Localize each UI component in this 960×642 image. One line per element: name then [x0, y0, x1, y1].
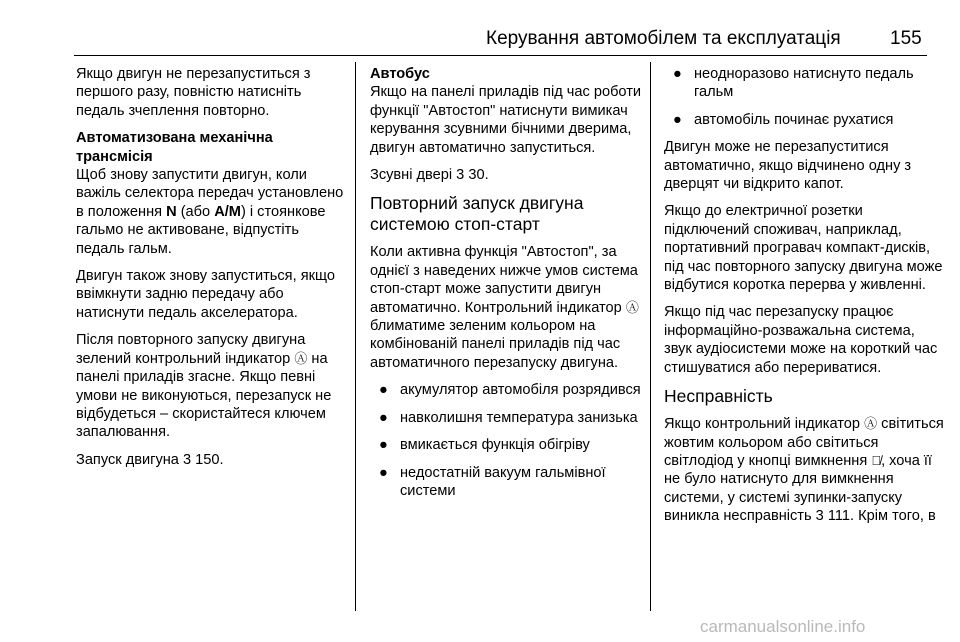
page-reference-arrow-icon: 3 [815, 508, 824, 525]
section-heading-malfunction: Несправність [664, 386, 773, 407]
column-2 [370, 65, 642, 509]
text-run: Якщо контрольний індикатор [664, 416, 865, 433]
bullet-icon: ● [379, 382, 388, 399]
text-run: Щоб знову запустити двигун, коли важіль селектора передач установлено в положення [76, 167, 344, 220]
autostop-off-icon: Ⓐ̸ [871, 452, 882, 468]
list-item [370, 409, 642, 427]
page-reference-link[interactable]: 30. [468, 167, 489, 184]
page-reference-link[interactable]: 111. [827, 508, 855, 525]
page-header [0, 0, 960, 58]
page-reference-arrow-icon: 3 [182, 451, 192, 468]
paragraph [370, 166, 642, 184]
column-3 [664, 65, 944, 535]
column-divider-1 [355, 62, 356, 611]
autostop-indicator-icon: Ⓐ [625, 299, 639, 315]
paragraph [664, 415, 944, 525]
watermark: carmanualsonline.info [700, 617, 866, 636]
text-run: на панелі приладів згасне. Якщо певні умови не виконуються, перезапуск не відбудеться – скористайтеся ключем запалювання. [76, 350, 332, 441]
list-item-text: неодноразово натиснуто педаль гальм [694, 66, 914, 101]
list-item-text: недостатній вакуум гальмівної системи [400, 464, 606, 499]
text-run: Крім того, в [854, 508, 936, 525]
column-1 [76, 65, 348, 478]
page-reference-link[interactable]: 150. [195, 451, 224, 468]
list-item-text: автомобіль починає рухатися [694, 111, 894, 128]
bullet-icon: ● [379, 464, 388, 481]
paragraph: Якщо під час перезапуску працює інформаційно-розважальна система, звук аудіосистеми може на короткий час стишуватися або перериватися. [664, 304, 938, 376]
list-item [664, 111, 944, 129]
list-item [370, 464, 642, 501]
section-heading-bus: Автобус [370, 66, 430, 82]
autostop-indicator-icon: Ⓐ [864, 416, 878, 432]
text-run: ) і стоянкове гальмо не активоване, відпустіть педаль гальм. [76, 203, 326, 257]
page-title: Керування автомобілем та експлуатація [486, 28, 841, 49]
page-number: 155 [890, 28, 922, 49]
text-run: , хоча її не було натиснуто для вимкнення системи, у системі зупинки-запуску виникла несправність [664, 452, 932, 525]
bullet-icon: ● [673, 111, 682, 128]
list-item-text: акумулятор автомобіля розрядився [400, 382, 641, 399]
condition-list [370, 381, 642, 500]
paragraph [370, 243, 642, 372]
list-item-text: навколишня температура занизька [400, 409, 638, 426]
paragraph: Двигун може не перезапуститися автоматично, якщо відчинено одну з дверцят чи відкрито капот. [664, 139, 912, 193]
list-item [370, 381, 642, 399]
column-divider-2 [650, 62, 651, 611]
section-heading-automated-transmission: Автоматизована механічна трансмісія [76, 130, 273, 165]
text-run: блиматиме зеленим кольором на комбінованій панелі приладів під час автоматичного перезапуску двигуна. [370, 318, 621, 371]
autostop-indicator-icon: Ⓐ [294, 350, 308, 366]
paragraph [76, 451, 348, 469]
gear-position-n: N [166, 203, 177, 220]
condition-list-continued [664, 65, 944, 129]
paragraph [76, 331, 348, 441]
gear-position-am: A/M [214, 203, 241, 220]
paragraph: Якщо двигун не перезапуститься з першого разу, повністю натисніть педаль зчеплення повторно. [76, 66, 311, 119]
page-reference-arrow-icon: 3 [456, 167, 465, 184]
section-heading-restart: Повторний запуск двигуна системою стоп-старт [370, 193, 584, 235]
list-item [664, 65, 944, 102]
paragraph [76, 166, 348, 258]
text-run: світиться жовтим кольором або світиться світлодіод у кнопці вимкнення [664, 416, 944, 469]
bullet-icon: ● [379, 409, 388, 426]
text-run: Після повторного запуску двигуна зелений контрольний індикатор [76, 332, 306, 367]
text-run: Зсувні двері [370, 167, 457, 184]
bullet-icon: ● [379, 437, 388, 454]
header-rule [74, 55, 927, 56]
paragraph: Двигун також знову запуститься, якщо ввімкнути задню передачу або натиснути педаль акселератора. [76, 268, 335, 321]
paragraph: Якщо до електричної розетки підключений споживач, наприклад, портативний програвач компакт-дисків, під час повторного запуску двигуна може відбутися коротка перерва у живленні. [664, 203, 943, 294]
bullet-icon: ● [673, 66, 682, 82]
text-run: (або [176, 203, 215, 220]
text-run: Коли активна функція "Автостоп", за однієї з наведених нижче умов система стоп-старт може запустити двигун автоматично. Контрольний індикатор [370, 244, 638, 316]
text-run: Запуск двигуна [76, 451, 183, 468]
list-item-text: вмикається функція обігріву [400, 437, 590, 454]
paragraph: Якщо на панелі приладів під час роботи функції "Автостоп" натиснути вимикач керування зсувними бічними дверима, двигун автоматично запуститься. [370, 84, 642, 156]
list-item [370, 436, 642, 454]
